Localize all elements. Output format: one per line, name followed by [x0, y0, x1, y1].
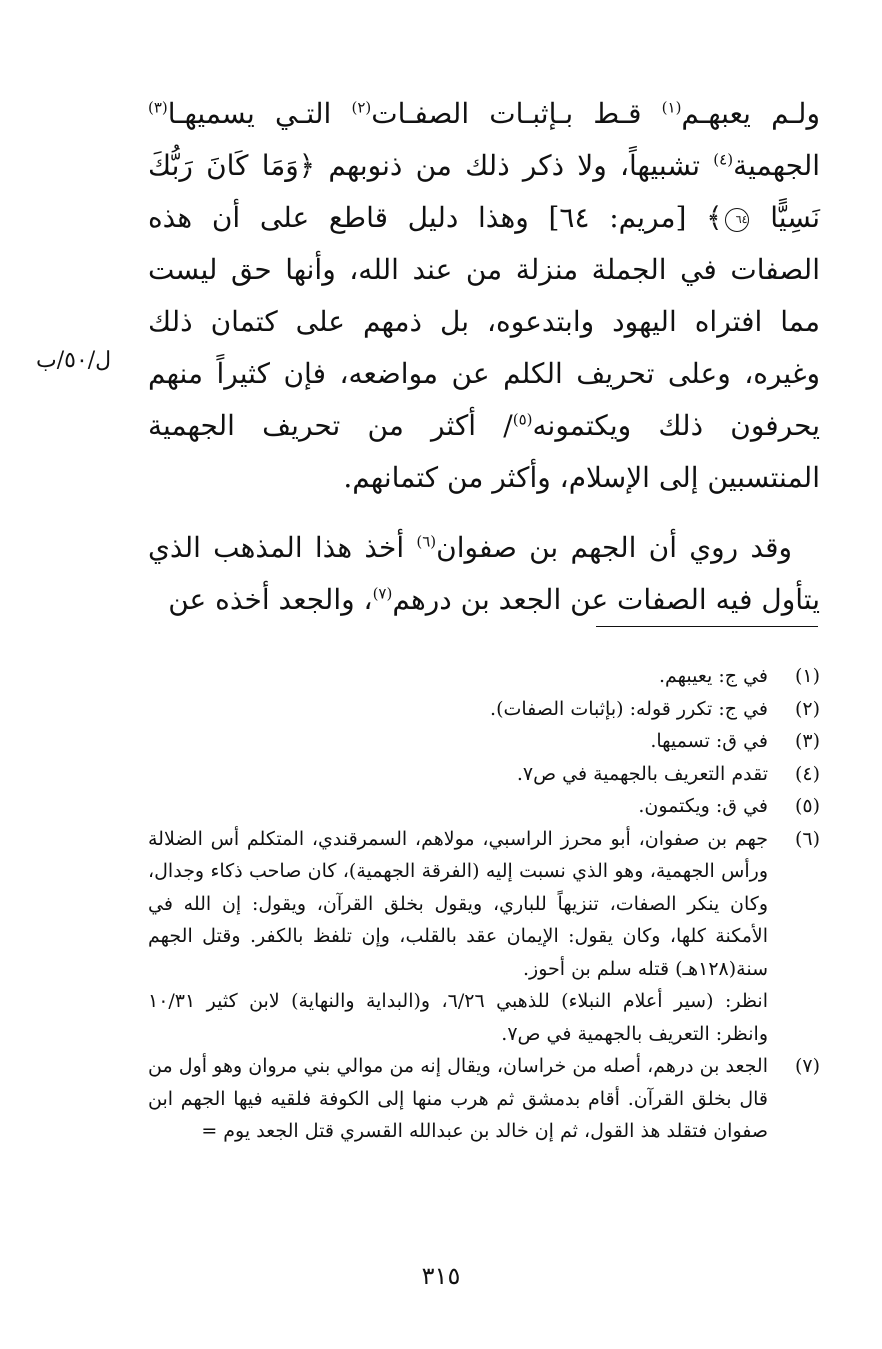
page-number: ٣١٥ [421, 1262, 461, 1290]
footnote-ref-4[interactable]: (٤) [713, 150, 734, 169]
manuscript-margin-note: ل/٥٠/ب [36, 348, 112, 373]
footnote-divider [596, 626, 818, 627]
footnote-1: (١) في ج: يعيبهم. [658, 665, 820, 687]
paragraph-2: وقد روي أن الجهم بن صفوان$^{(٦)}$ أخذ هذا المذهب الذي يتأول فيه الصفات عن الجعد بن درهم$^{(٧)}$، والجعد أخذه عن [148, 531, 820, 616]
paragraph-1: ولـم يعبهـم$^{(١)}$ قـط بـإثبـات الصفـات$^{(٢)}$ التـي يسميهـا$^{(٣)}$ الجهمية$^{(٤)}$ تشبيهاً، ولا ذكر ذلك من ذنوبهم ﴿وَمَا كَانَ رَبُّكَ نَسِيًّا ٦٤﴾ [مريم: ٦٤] وهذا دليل قاطع على أن هذه الصفات في الجملة منزلة من عند الله، وأنها حق ليست مما افتراه اليهود وابتدعوه، بل ذمهم على كتمان ذلك وغيره، وعلى تحريف الكلم عن مواضعه، فإن كثيراً منهم يحرفون ذلك ويكتمونه$^{(٥)}$/ أكثر من تحريف الجهمية المنتسبين إلى الإسلام، وأكثر من كتمانهم. [148, 97, 821, 494]
footnote-ref-5[interactable]: (٥) [512, 410, 533, 429]
footnote-5: (٥) في ق: ويكتمون. [638, 795, 820, 817]
footnote-ref-6[interactable]: (٦) [416, 532, 437, 551]
quran-verse: ﴿وَمَا كَانَ رَبُّكَ نَسِيًّا [148, 149, 820, 234]
ayah-number-icon: ٦٤ [725, 208, 749, 232]
footnote-3: (٣) في ق: تسميها. [650, 730, 820, 752]
footnote-4: (٤) تقدم التعريف بالجهمية في ص٧. [516, 762, 820, 785]
footnote-ref-1[interactable]: (١) [661, 98, 682, 117]
footnotes [148, 660, 820, 1148]
footnote-6: (٦) جهم بن صفوان، أبو محرز الراسبي، مولاهم، السمرقندي، المتكلم أس الضلالة ورأس الجهمية، وهو الذي نسبت إليه (الفرقة الجهمية)، كان صاحب ذكاء وجدال، وكان ينكر الصفات، تنزيهاً للباري، ويقول بخلق القرآن، ويقول: إن الله في الأمكنة كلها، وكان يقول: الإيمان عقد بالقلب، وإن تلفظ بالكفر. وقتل الجهم سنة(١٢٨هـ) قتله سلم بن أحوز. انظر: (سير أعلام النبلاء) للذهبي ٦/٢٦، و(البداية والنهاية) لابن كثير ١٠/٣١ وانظر: التعريف بالجهمية في ص٧. [148, 827, 820, 1045]
footnote-ref-7[interactable]: (٧) [372, 584, 393, 603]
main-text [148, 88, 820, 626]
footnote-2: (٢) في ج: تكرر قوله: (بإثبات الصفات). [490, 697, 820, 720]
footnote-7: (٧) الجعد بن درهم، أصله من خراسان، ويقال إنه من موالي بني مروان وهو أول من قال بخلق القرآن. أقام بدمشق ثم هرب منها إلى الكوفة فلقيه فيها الجهم ابن صفوان فتقلد هذ القول، ثم إن خالد بن عبدالله القسري قتل الجعد يوم = [148, 1055, 820, 1142]
footnote-ref-3[interactable]: (٣) [148, 98, 168, 117]
footnote-ref-2[interactable]: (٢) [351, 98, 372, 117]
